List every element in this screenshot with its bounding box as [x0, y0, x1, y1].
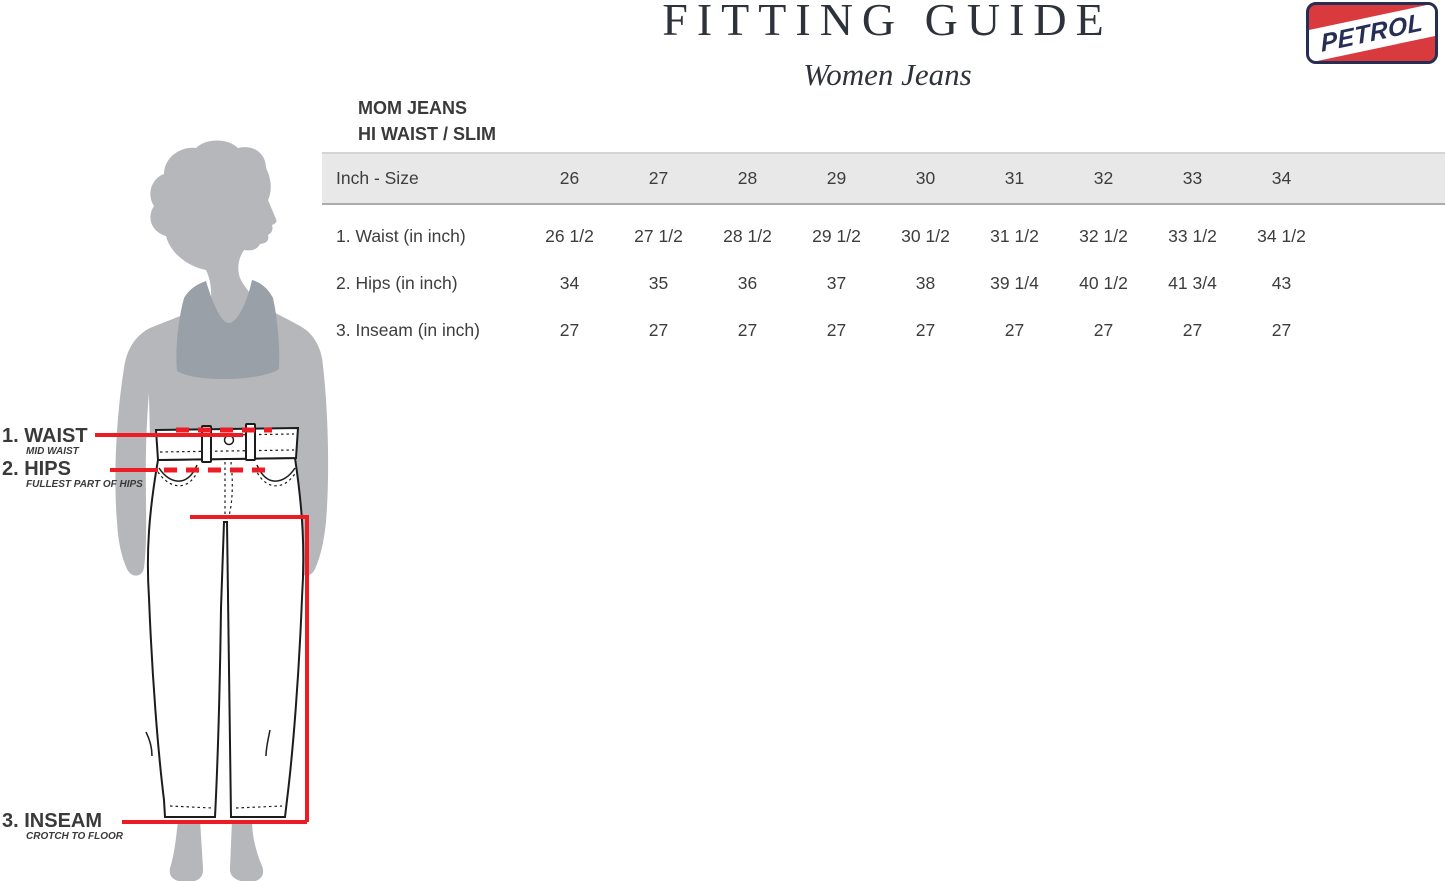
- size-value-cell: 36: [737, 273, 758, 293]
- size-value-cell: 27: [1093, 320, 1114, 340]
- size-col-header: 34: [1271, 168, 1292, 188]
- table-row: [322, 307, 1445, 354]
- size-value-cell: 26 1/2: [545, 226, 594, 246]
- page-header: [560, 0, 1215, 92]
- size-value-cell: 27: [648, 320, 669, 340]
- body-figure-illustration: [0, 140, 330, 881]
- size-value-cell: 27: [826, 320, 847, 340]
- page-title: FITTING GUIDE: [662, 0, 1113, 45]
- waist-label: 1. WAIST: [2, 425, 88, 447]
- inseam-description: CROTCH TO FLOOR: [26, 831, 124, 842]
- size-value-cell: 43: [1271, 273, 1292, 293]
- size-value-cell: 40 1/2: [1079, 273, 1128, 293]
- size-value-cell: 27: [1004, 320, 1025, 340]
- size-value-cell: 29 1/2: [812, 226, 861, 246]
- size-col-header: 33: [1182, 168, 1203, 188]
- hips-description: FULLEST PART OF HIPS: [26, 479, 143, 490]
- measure-label-waist: [2, 426, 88, 457]
- size-value-cell: 35: [648, 273, 669, 293]
- row-label: 3. Inseam (in inch): [336, 320, 480, 340]
- size-col-header: 28: [737, 168, 758, 188]
- size-value-cell: 28 1/2: [723, 226, 772, 246]
- size-col-header: 27: [648, 168, 669, 188]
- size-value-cell: 30 1/2: [901, 226, 950, 246]
- waist-description: MID WAIST: [26, 446, 79, 457]
- size-value-cell: 37: [826, 273, 847, 293]
- size-table: [322, 95, 1445, 354]
- size-header-row: [322, 152, 1445, 205]
- jeans-outline: [146, 424, 303, 817]
- hips-label: 2. HIPS: [2, 458, 71, 480]
- product-heading: [322, 95, 1445, 147]
- measure-label-inseam: [2, 811, 123, 842]
- page-subtitle: Women Jeans: [803, 57, 972, 92]
- product-name: MOM JEANS: [358, 98, 468, 118]
- size-col-header: 32: [1093, 168, 1114, 188]
- size-value-cell: 27: [1271, 320, 1292, 340]
- table-row: [322, 260, 1445, 307]
- size-value-cell: 31 1/2: [990, 226, 1039, 246]
- size-header-label: Inch - Size: [336, 168, 419, 188]
- size-value-cell: 27 1/2: [634, 226, 683, 246]
- row-label: 1. Waist (in inch): [336, 226, 466, 246]
- size-value-cell: 34: [559, 273, 580, 293]
- size-col-header: 31: [1004, 168, 1025, 188]
- size-value-cell: 38: [915, 273, 936, 293]
- size-value-cell: 27: [1182, 320, 1203, 340]
- logo-wordmark: PETROL: [1319, 7, 1425, 58]
- size-table-rows: [322, 205, 1445, 354]
- size-value-cell: 39 1/4: [990, 273, 1039, 293]
- size-value-cell: 34 1/2: [1257, 226, 1306, 246]
- figure-diagram: [0, 140, 330, 881]
- row-label: 2. Hips (in inch): [336, 273, 458, 293]
- inseam-label: 3. INSEAM: [2, 810, 103, 832]
- product-fit: HI WAIST / SLIM: [358, 124, 496, 144]
- size-value-cell: 41 3/4: [1168, 273, 1217, 293]
- size-col-header: 30: [915, 168, 936, 188]
- table-row: [322, 213, 1445, 260]
- petrol-logo: [1306, 2, 1438, 64]
- size-value-cell: 32 1/2: [1079, 226, 1128, 246]
- size-value-cell: 27: [737, 320, 758, 340]
- size-col-header: 26: [559, 168, 580, 188]
- size-col-header: 29: [826, 168, 847, 188]
- size-value-cell: 27: [559, 320, 580, 340]
- size-value-cell: 27: [915, 320, 936, 340]
- measure-label-hips: [2, 459, 143, 490]
- size-value-cell: 33 1/2: [1168, 226, 1217, 246]
